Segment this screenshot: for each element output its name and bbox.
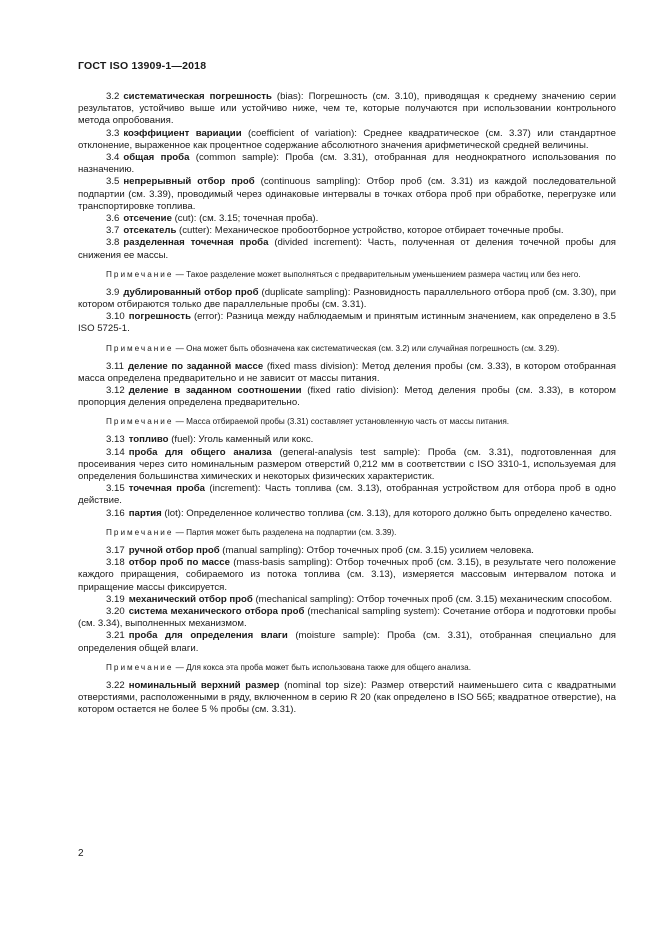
definition-3-13: 3.13 топливо (fuel): Уголь каменный или кокс.	[106, 434, 314, 446]
definition-3-8: 3.8 разделенная точечная проба (divided increment): Часть, полученная от деления точечной пробы для снижения ее массы.	[78, 237, 617, 261]
document-header: ГОСТ ISO 13909-1—2018	[78, 60, 207, 72]
definition-3-16: 3.16 партия (lot): Определенное количество топлива (см. 3.13), для которого должно быть определено качество.	[106, 507, 613, 519]
note-3-21: Примечание — Для кокса эта проба может быть использована также для общего анализа.	[106, 662, 471, 672]
definition-3-18: 3.18 отбор проб по массе (mass-basis sampling): Отбор точечных проб (см. 3.15), в результате чего положение каждого приращения, собираемого из потока топлива (см. 3.13), измеряется массовым интервалом потока и приращение массы фиксируется.	[78, 557, 616, 593]
page-number: 2	[78, 848, 84, 859]
definition-3-14: 3.14 проба для общего анализа (general-analysis test sample): Проба (см. 3.31), подготовленная для просеивания через сито номинальным размером отверстий 0,212 мм в соответствии с ISO 3310-1, используемая для определения большинства химических и некоторых физических характеристик.	[78, 446, 616, 483]
note-3-12: Примечание — Масса отбираемой пробы (3.31) составляет установленную часть от массы питания.	[106, 417, 510, 427]
definition-3-20: 3.20 система механического отбора проб (mechanical sampling system): Сочетание отбора и подготовки пробы (см. 3.34), выполненных механизмом.	[78, 605, 616, 630]
definition-3-10: 3.10 погрешность (error): Разница между наблюдаемым и принятым истинным значением, как определено в 3.5 ISO 5725-1.	[78, 311, 616, 335]
definition-3-6: 3.6 отсечение (cut): (см. 3.15; точечная проба).	[106, 213, 319, 225]
definition-3-7: 3.7 отсекатель (cutter): Механическое пробоотборное устройство, которое отбирает точечные пробы.	[106, 225, 564, 237]
definition-3-12: 3.12 деление в заданном соотношении (fixed ratio division): Метод деления пробы (см. 3.33), в котором пропорция деления определена предварительно.	[78, 385, 616, 409]
definition-3-5: 3.5 непрерывный отбор проб (continuous sampling): Отбор проб (см. 3.31) из каждой последовательной подпартии (см. 3.39), проводимый через одинаковые интервалы в точках отбора проб при обработке, перегрузке или транспортировке топлива.	[78, 176, 617, 212]
definition-3-17: 3.17 ручной отбор проб (manual sampling): Отбор точечных проб (см. 3.15) усилием человека.	[106, 544, 534, 556]
definition-3-21: 3.21 проба для определения влаги (moisture sample): Проба (см. 3.31), отобранная специально для определения общей влаги.	[78, 630, 616, 654]
definition-3-19: 3.19 механический отбор проб (mechanical sampling): Отбор точечных проб (см. 3.15) механическим способом.	[106, 593, 613, 605]
definition-3-2: 3.2 систематическая погрешность (bias): Погрешность (см. 3.10), приводящая к среднему значению серии результатов, устойчиво выше или устойчиво ниже, чем те, которые получаются при использовании контрольного метода опробования.	[78, 91, 616, 127]
definition-3-15: 3.15 точечная проба (increment): Часть топлива (см. 3.13), отобранная устройством для отбора проб в одно действие.	[78, 483, 616, 507]
document-body	[78, 91, 616, 716]
definition-3-3: 3.3 коэффициент вариации (coefficient of variation): Среднее квадратическое (см. 3.37) или стандартное отклонение, выраженное как процентное содержание абсолютного значения арифметической средней величины.	[78, 127, 616, 151]
definition-3-22: 3.22 номинальный верхний размер (nominal top size): Размер отверстий наименьшего сита с квадратными отверстиями, расположенными в ряду, включенном в серию R 20 (как определено в ISO 565; квадратное отверстие), на котором остается не более 5 % пробы (см. 3.31).	[78, 679, 616, 716]
note-3-10: Примечание — Она может быть обозначена как систематическая (см. 3.2) или случайная погрешность (см. 3.29).	[106, 343, 560, 353]
note-3-16: Примечание — Партия может быть разделена на подпартии (см. 3.39).	[106, 527, 397, 537]
definition-3-9: 3.9 дублированный отбор проб (duplicate sampling): Разновидность параллельного отбора проб (см. 3.30), при котором отбираются только две параллельные пробы (см. 3.31).	[78, 286, 617, 311]
definition-3-4: 3.4 общая проба (common sample): Проба (см. 3.31), отобранная для неоднократного использования по назначению.	[78, 152, 616, 176]
note-3-8: Примечание — Такое разделение может выполняться с предварительным уменьшением размера частиц или без него.	[106, 269, 581, 279]
definition-3-11: 3.11 деление по заданной массе (fixed mass division): Метод деления пробы (см. 3.33), в котором отобранная масса определена предварительно и не зависит от массы питания.	[78, 360, 617, 384]
